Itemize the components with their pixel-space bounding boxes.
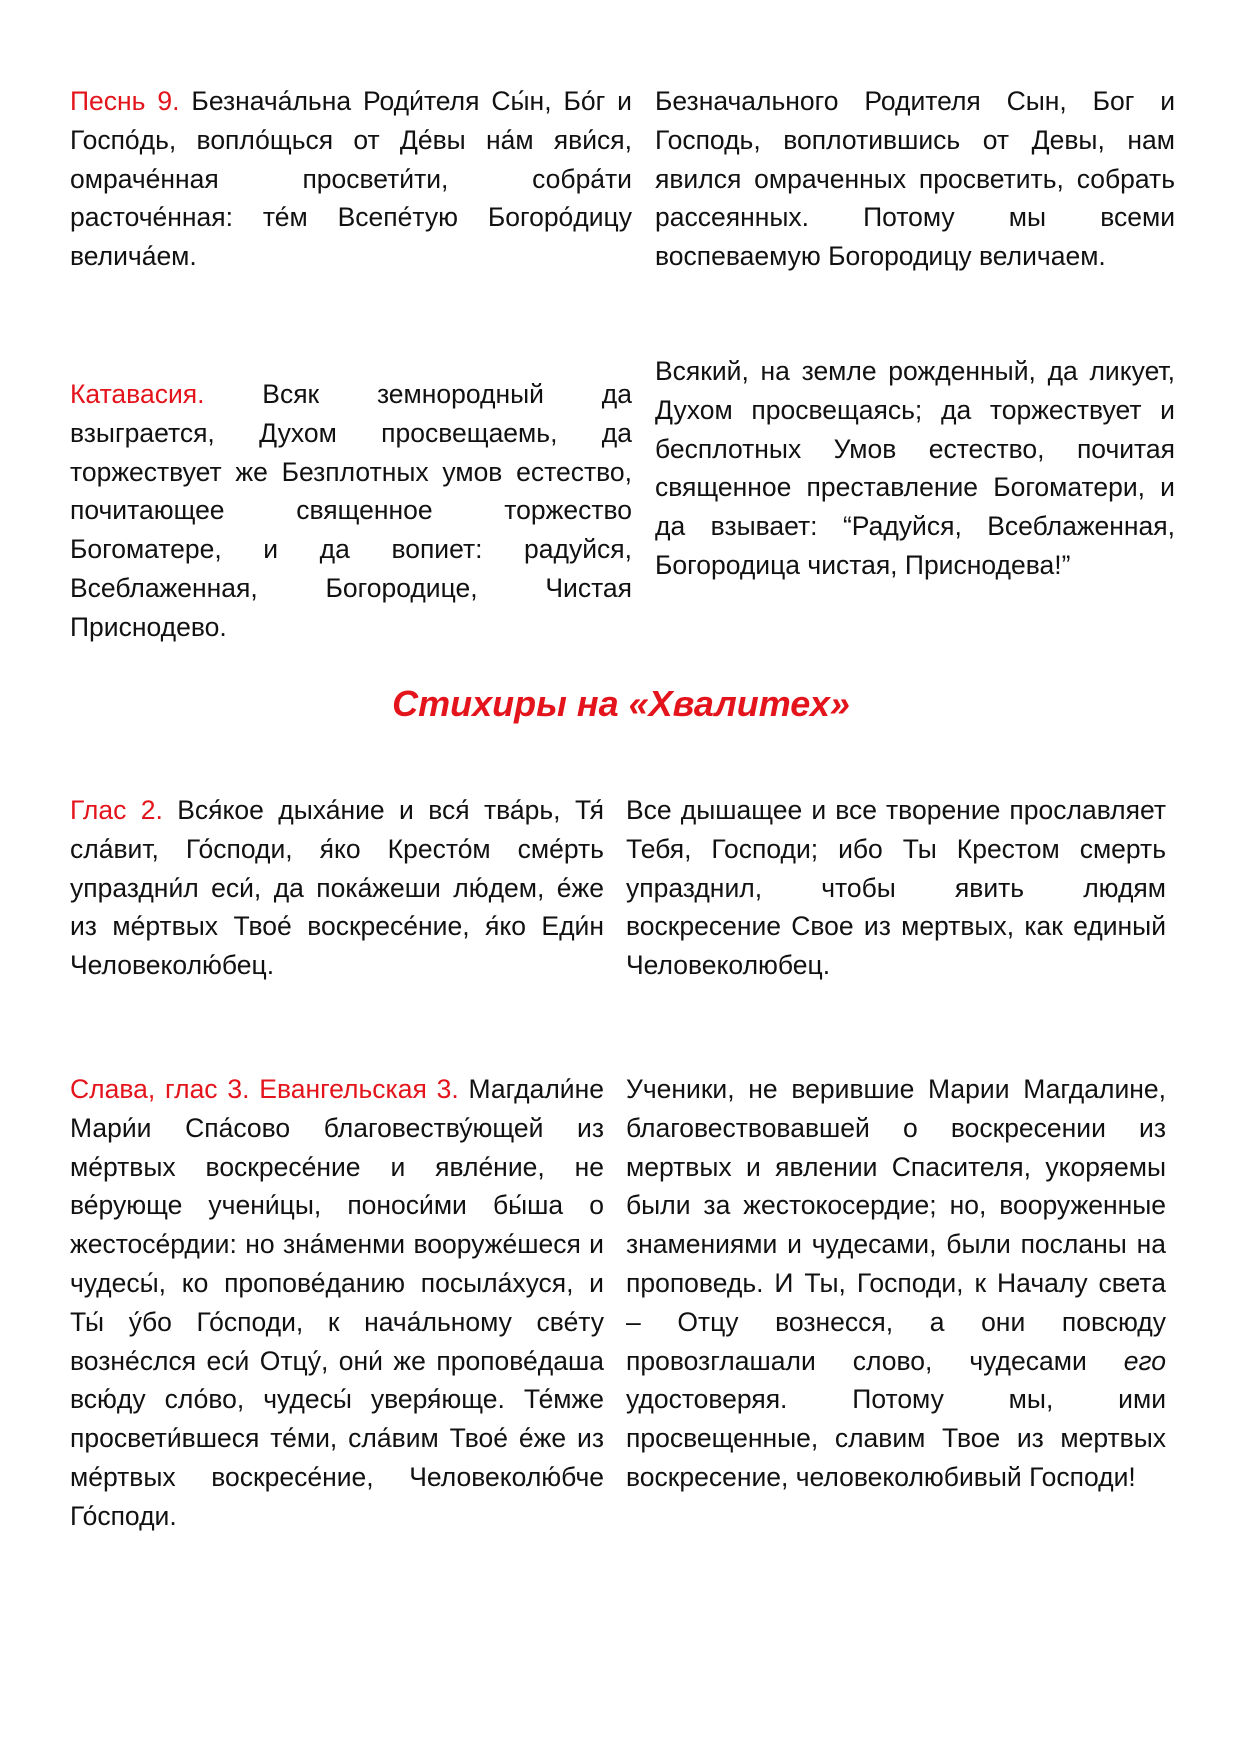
- glas-2-label: Глас 2.: [70, 795, 163, 825]
- slava-translation-part2: удостоверяя. Потому мы, ими просвещенные, славим Твое из мертвых воскресение, человеколюбивый Господи!: [626, 1384, 1166, 1492]
- section-heading: Стихиры на «Хвалитех»: [392, 683, 850, 724]
- glas-2-text: Вся́кое дыха́ние и вся́ тва́рь, Тя́ сла́вит, Го́споди, я́ко Кресто́м сме́рть упраздни́л еси́, да пока́жеши лю́дем, е́же из ме́ртвых Твое́ воскресе́ние, я́ко Еди́н Человеколю́бец.: [70, 795, 604, 981]
- slava-russian: [626, 1070, 1166, 1497]
- song-9-church-slavonic: [70, 82, 632, 276]
- katavasia-text: Всяк земнородный да взыграется, Духом просвещаемь, да торжествует же Безплотных умов естество, почитающее священное торжество Богоматере, и да вопиет: радуйся, Всеблаженная, Богородице, Чистая Приснодево.: [70, 379, 632, 642]
- song-9-text: Безнача́льна Роди́теля Сы́н, Бо́г и Госпо́дь, вопло́щься от Де́вы на́м яви́ся, омраче́нная просвети́ти, собра́ти расточе́нная: те́м Всепе́тую Богоро́дицу велича́ем.: [70, 86, 632, 272]
- katavasia-church-slavonic: [70, 375, 632, 647]
- song-9-russian: [655, 82, 1175, 276]
- slava-church-slavonic: [70, 1070, 604, 1536]
- song-9-label: Песнь 9.: [70, 86, 180, 116]
- katavasia-russian: [655, 352, 1175, 585]
- katavasia-translation: Всякий, на земле рожденный, да ликует, Духом просвещаясь; да торжествует и бесплотных Умов естество, почитая священное преставление Богоматери, и да взывает: “Радуйся, Всеблаженная, Богородица чистая, Приснодева!”: [655, 356, 1175, 580]
- slava-translation-italic: его: [1123, 1345, 1166, 1376]
- glas-2-translation: Все дышащее и все творение прославляет Тебя, Господи; ибо Ты Крестом смерть упразднил, чтобы явить людям воскресение Свое из мертвых, как единый Человеколюбец.: [626, 795, 1166, 981]
- slava-label: Слава, глас 3. Евангельская 3.: [70, 1074, 459, 1104]
- katavasia-label: Катавасия.: [70, 379, 205, 409]
- glas-2-church-slavonic: [70, 791, 604, 985]
- slava-text: Магдали́не Мари́и Спа́сово благовеству́ющей из ме́ртвых воскресе́ние и явле́ние, не ве́рующе учени́цы, поноси́ми бы́ша о жестосе́рдии: но зна́менми вооруже́шеся и чудесы́, ко пропове́данию посыла́хуся, и Ты́ у́бо Го́споди, к нача́льному све́ту возне́слся еси́ Отцу́, они́ же пропове́даша всю́ду сло́во, чудесы́ уверя́юще. Те́мже просвети́вшеся те́ми, сла́вим Твое́ е́же из ме́ртвых воскресе́ние, Человеколю́бче Го́споди.: [70, 1074, 604, 1531]
- glas-2-russian: [626, 791, 1166, 985]
- song-9-translation: Безначального Родителя Сын, Бог и Господь, воплотившись от Девы, нам явился омраченных просветить, собрать рассеянных. Потому мы всеми воспеваемую Богородицу величаем.: [655, 86, 1175, 272]
- slava-translation-part1: Ученики, не верившие Марии Магдалине, благовествовавшей о воскресении из мертвых и явлении Спасителя, укоряемы были за жестокосердие; но, вооруженные знамениями и чудесами, были посланы на проповедь. И Ты, Господи, к Началу света – Отцу вознесся, а они повсюду провозглашали слово, чудесами: [626, 1074, 1166, 1376]
